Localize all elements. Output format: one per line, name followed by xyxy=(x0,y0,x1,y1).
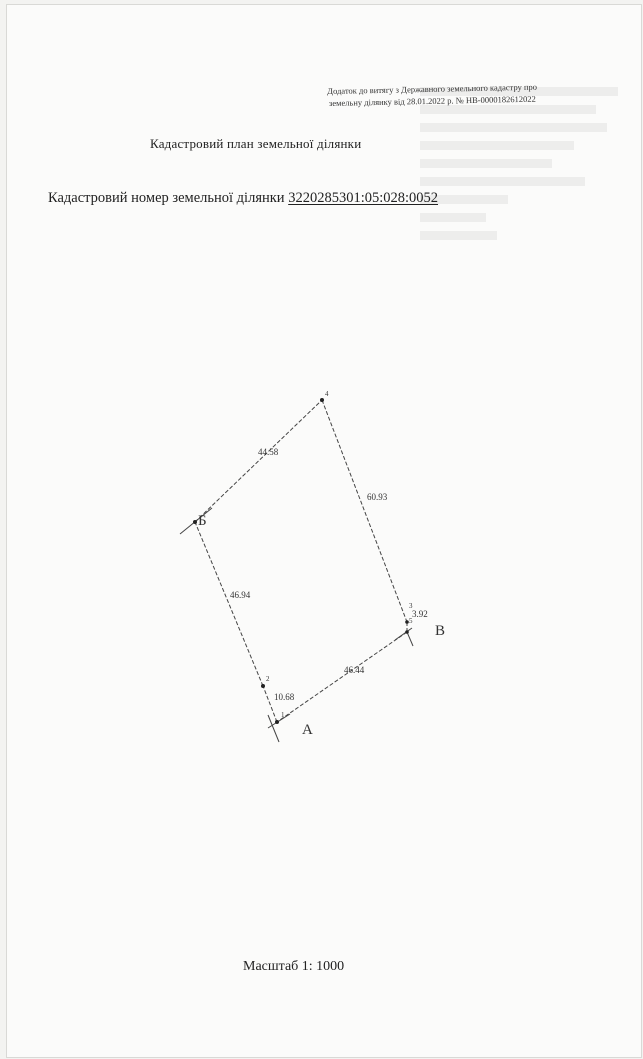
boundary-left xyxy=(195,522,263,686)
appendix-line-1: Додаток до витягу з Державного земельного кадастру про xyxy=(327,81,538,97)
vertex-number-5: 5 xyxy=(409,617,413,625)
boundary-top xyxy=(195,400,322,522)
dimension-left: 46.94 xyxy=(230,590,251,600)
corner-mark-a-cross xyxy=(268,714,290,728)
cadastral-number: 3220285301:05:028:0052 xyxy=(288,190,439,206)
corner-label-v: В xyxy=(435,623,446,639)
page-title: Кадастровий план земельної ділянки xyxy=(150,136,362,151)
vertex-point-5 xyxy=(405,630,409,634)
vertex-point-b xyxy=(193,520,197,524)
dimension-top: 44.58 xyxy=(258,447,279,457)
scale-label: Масштаб 1: 1000 xyxy=(243,959,345,974)
appendix-line-2: земельну ділянку від 28.01.2022 р. № НВ-0000182612022 xyxy=(328,93,536,109)
dimension-small-left: 10.68 xyxy=(274,692,295,702)
corner-mark-v-tail xyxy=(407,632,413,646)
cadastral-number-label: Кадастровий номер земельної ділянки xyxy=(48,190,285,206)
vertex-number-1: 1 xyxy=(281,711,285,719)
vertex-number-3: 3 xyxy=(409,602,413,610)
vertex-number-4: 4 xyxy=(325,390,329,398)
corner-mark-a xyxy=(268,715,279,742)
dimension-small-right: 3.92 xyxy=(412,609,428,619)
vertex-number-2: 2 xyxy=(266,675,270,683)
boundary-right xyxy=(322,400,407,622)
boundary-bottom xyxy=(277,632,407,722)
corner-label-b: Б xyxy=(198,513,207,529)
vertex-point-4 xyxy=(320,398,324,402)
corner-label-a: А xyxy=(302,722,313,738)
vertex-point-2 xyxy=(261,684,265,688)
dimension-bottom: 46.44 xyxy=(344,665,365,675)
dimension-right: 60.93 xyxy=(367,492,388,502)
vertex-point-1 xyxy=(275,720,279,724)
